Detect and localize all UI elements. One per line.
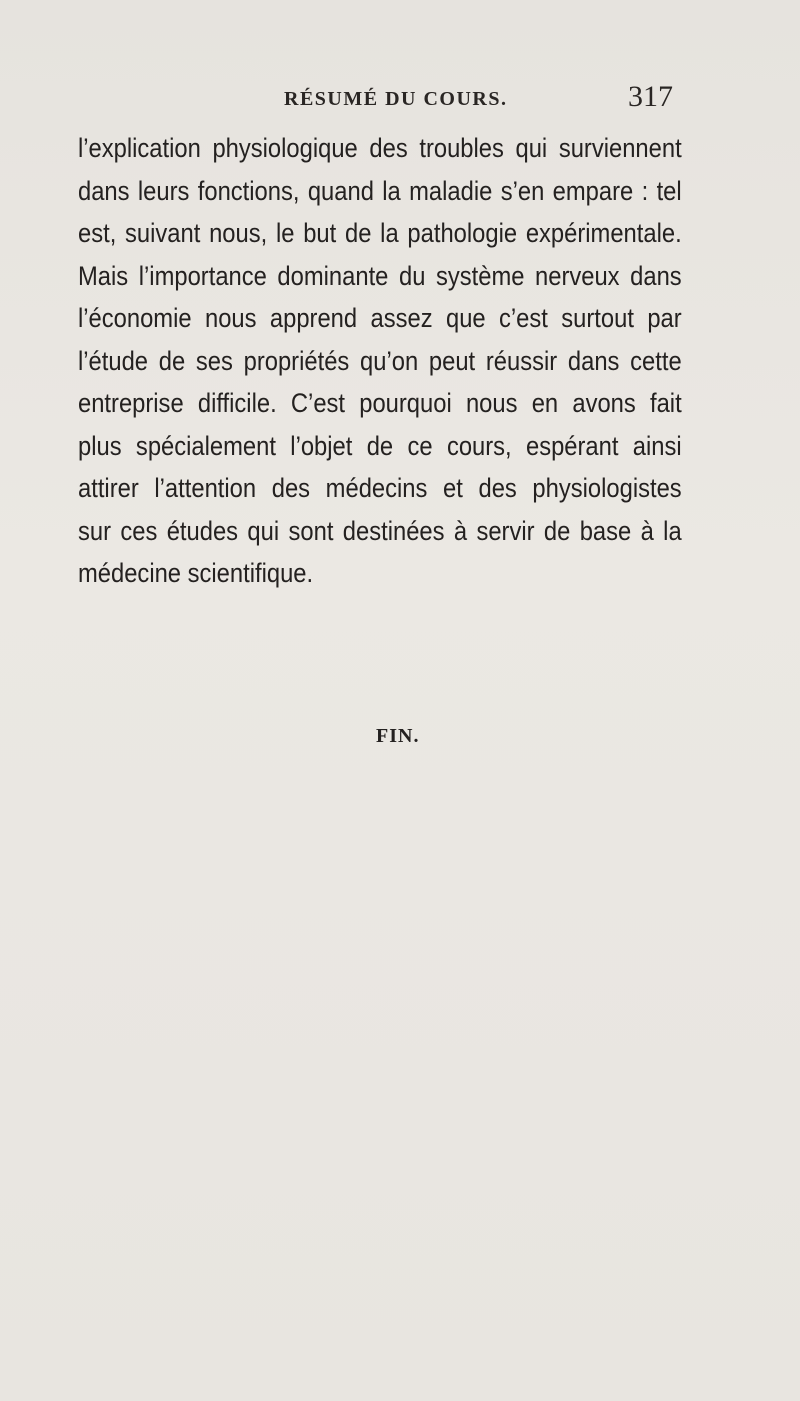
text-line: est, suivant nous, le but de la pathologie expérimentale. [78,218,682,248]
text-line: Mais l’importance dominante du système nerveux dans [78,260,682,291]
text-line: l’explication physiologique des troubles qui surviennent [78,133,682,163]
page-number: 317 [628,80,673,113]
running-head [0,80,800,124]
text-line: plus spécialement l’objet de ce cours, espérant ainsi [78,430,682,461]
text-line: entreprise difficile. C’est pourquoi nous en avons fait [78,388,682,418]
text-line: médecine scientifique. [78,558,314,588]
text-line: sur ces études qui sont destinées à servir de base à la [78,515,682,546]
text-line: attirer l’attention des médecins et des physiologistes [78,473,682,503]
end-mark: FIN. [376,725,420,747]
text-line: dans leurs fonctions, quand la maladie s’en empare : tel [78,175,682,206]
body-paragraph [78,127,682,595]
running-title: RÉSUMÉ DU COURS. [284,88,508,110]
text-line: l’étude de ses propriétés qu’on peut réussir dans cette [78,345,682,376]
text-line: l’économie nous apprend assez que c’est surtout par [78,303,682,333]
